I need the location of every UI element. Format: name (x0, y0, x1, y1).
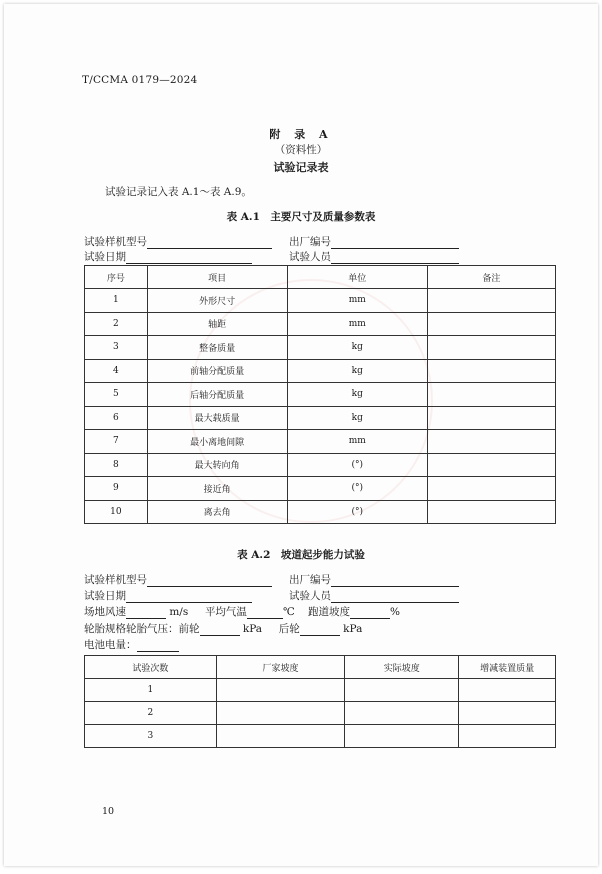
cell-unit: mm (287, 312, 427, 336)
slope-blank[interactable] (350, 606, 390, 619)
col-header: 单位 (287, 266, 427, 289)
cell-actual-slope[interactable] (345, 679, 459, 702)
col-header: 厂家坡度 (216, 656, 345, 679)
field-label: 试验日期 (84, 590, 126, 602)
tire-rear-blank[interactable] (300, 623, 340, 636)
temp-blank[interactable] (247, 606, 283, 619)
cell-note[interactable] (427, 312, 555, 336)
table2-date-field (84, 588, 252, 603)
table-row (85, 312, 556, 336)
document-page (4, 4, 598, 866)
tire-front-blank[interactable] (200, 623, 240, 636)
appendix-nature: （资料性） (274, 144, 328, 156)
table-row (85, 725, 556, 748)
cell-note[interactable] (427, 406, 555, 430)
table-a2 (84, 655, 556, 748)
cell-item: 轴距 (147, 312, 287, 336)
col-header: 序号 (85, 266, 148, 289)
cell-no: 7 (85, 430, 148, 454)
table2-tire-line (84, 621, 362, 636)
wind-unit: m/s (169, 606, 189, 618)
field-label: 试验人员 (289, 590, 331, 602)
cell-item: 离去角 (147, 500, 287, 524)
staff-blank[interactable] (331, 251, 459, 264)
table-header-row (85, 266, 556, 289)
date-blank[interactable] (126, 590, 252, 603)
cell-item: 外形尺寸 (147, 289, 287, 313)
cell-note[interactable] (427, 383, 555, 407)
date-blank[interactable] (126, 251, 252, 264)
table1-staff-field (289, 249, 459, 264)
cell-note[interactable] (427, 453, 555, 477)
cell-no: 9 (85, 477, 148, 501)
col-header: 增减装置质量 (459, 656, 556, 679)
temp-unit: ℃ (282, 606, 295, 618)
tire-rear-unit: kPa (343, 623, 363, 635)
col-header: 实际坡度 (345, 656, 459, 679)
appendix-label: 附 录 A (269, 128, 333, 141)
table-row (85, 453, 556, 477)
cell-note[interactable] (427, 430, 555, 454)
cell-item: 最小离地间隙 (147, 430, 287, 454)
rear-label: 后轮 (278, 623, 300, 635)
table1-model-field (84, 234, 272, 249)
table2-conditions-line (84, 604, 400, 619)
table2-caption: 表 A.2 坡道起步能力试验 (237, 549, 365, 561)
cell-mass[interactable] (459, 702, 556, 725)
table-row (85, 500, 556, 524)
col-header: 备注 (427, 266, 555, 289)
staff-blank[interactable] (331, 590, 459, 603)
slope-label: 跑道坡度 (308, 606, 351, 618)
cell-unit: (°) (287, 500, 427, 524)
table-row (85, 477, 556, 501)
cell-note[interactable] (427, 477, 555, 501)
cell-unit: mm (287, 430, 427, 454)
cell-no: 1 (85, 679, 217, 702)
cell-no: 3 (85, 725, 217, 748)
tire-label: 轮胎规格轮胎气压：前轮 (84, 623, 200, 635)
field-label: 试验样机型号 (84, 236, 147, 248)
serial-blank[interactable] (331, 236, 459, 249)
cell-no: 10 (85, 500, 148, 524)
cell-no: 8 (85, 453, 148, 477)
cell-maker-slope[interactable] (216, 679, 345, 702)
field-label: 试验人员 (289, 251, 331, 263)
cell-unit: kg (287, 336, 427, 360)
model-blank[interactable] (147, 236, 272, 249)
cell-maker-slope[interactable] (216, 702, 345, 725)
cell-unit: kg (287, 383, 427, 407)
table2-staff-field (289, 588, 459, 603)
cell-unit: mm (287, 289, 427, 313)
cell-actual-slope[interactable] (345, 702, 459, 725)
cell-no: 2 (85, 702, 217, 725)
cell-item: 最大载质量 (147, 406, 287, 430)
field-label: 出厂编号 (289, 574, 331, 586)
table-row (85, 702, 556, 725)
slope-unit: % (390, 606, 401, 618)
cell-unit: kg (287, 406, 427, 430)
cell-mass[interactable] (459, 679, 556, 702)
table-row (85, 430, 556, 454)
cell-no: 4 (85, 359, 148, 383)
cell-note[interactable] (427, 336, 555, 360)
table-row (85, 406, 556, 430)
table-row (85, 336, 556, 360)
cell-actual-slope[interactable] (345, 725, 459, 748)
table-a1 (84, 265, 556, 524)
table-row (85, 679, 556, 702)
table2-battery-line (84, 637, 179, 652)
cell-unit: (°) (287, 477, 427, 501)
temp-label: 平均气温 (204, 606, 247, 618)
cell-item: 后轴分配质量 (147, 383, 287, 407)
wind-label: 场地风速 (84, 606, 126, 618)
table-row (85, 289, 556, 313)
cell-no: 2 (85, 312, 148, 336)
battery-blank[interactable] (137, 639, 179, 652)
cell-no: 6 (85, 406, 148, 430)
table1-date-field (84, 249, 252, 264)
battery-label: 电池电量： (84, 639, 137, 651)
cell-item: 前轴分配质量 (147, 359, 287, 383)
cell-mass[interactable] (459, 725, 556, 748)
field-label: 试验样机型号 (84, 574, 147, 586)
cell-note[interactable] (427, 500, 555, 524)
cell-no: 3 (85, 336, 148, 360)
field-label: 试验日期 (84, 251, 126, 263)
col-header: 试验次数 (85, 656, 217, 679)
appendix-title: 试验记录表 (273, 161, 329, 174)
page-number: 10 (102, 806, 115, 817)
doc-code: T/CCMA 0179—2024 (82, 74, 198, 86)
table2-serial-field (289, 572, 459, 587)
table-row (85, 383, 556, 407)
cell-no: 5 (85, 383, 148, 407)
wind-blank[interactable] (126, 606, 166, 619)
table2-model-field (84, 572, 272, 587)
model-blank[interactable] (147, 574, 272, 587)
cell-unit: (°) (287, 453, 427, 477)
cell-maker-slope[interactable] (216, 725, 345, 748)
cell-no: 1 (85, 289, 148, 313)
intro-text: 试验记录记入表 A.1～表 A.9。 (105, 186, 252, 198)
table-header-row (85, 656, 556, 679)
field-label: 出厂编号 (289, 236, 331, 248)
cell-item: 整备质量 (147, 336, 287, 360)
cell-note[interactable] (427, 359, 555, 383)
cell-note[interactable] (427, 289, 555, 313)
cell-item: 最大转向角 (147, 453, 287, 477)
col-header: 项目 (147, 266, 287, 289)
table1-caption: 表 A.1 主要尺寸及质量参数表 (226, 211, 376, 223)
serial-blank[interactable] (331, 574, 459, 587)
table1-serial-field (289, 234, 459, 249)
table-row (85, 359, 556, 383)
cell-unit: kg (287, 359, 427, 383)
tire-front-unit: kPa (242, 623, 263, 635)
cell-item: 接近角 (147, 477, 287, 501)
